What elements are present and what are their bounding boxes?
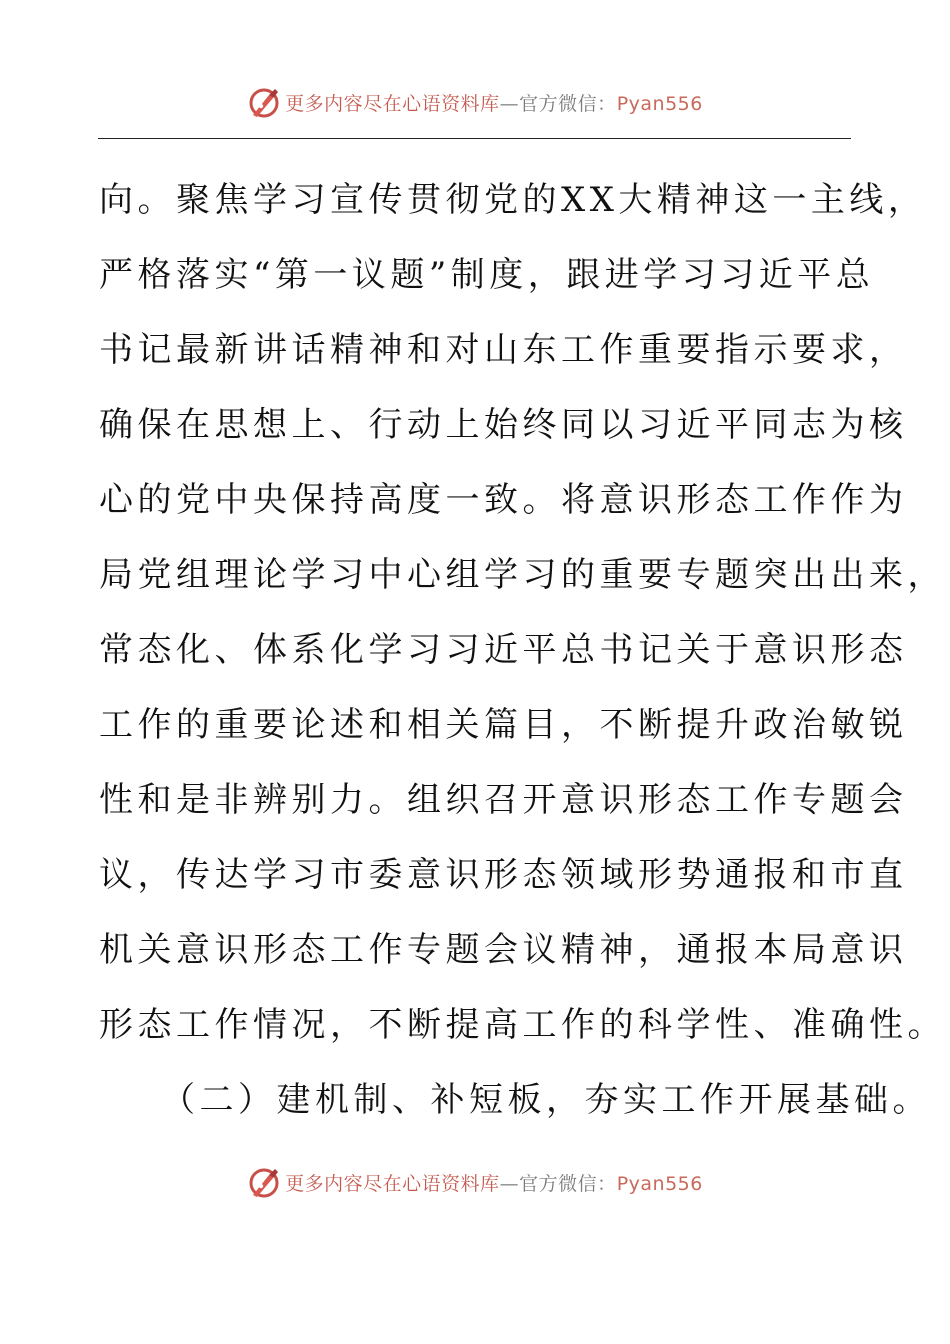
banner-separator: — (499, 1172, 520, 1195)
text-line: 工作的重要论述和相关篇目，不断提升政治敏锐 (99, 705, 908, 745)
text-line: 局党组理论学习中心组学习的重要专题突出出来， (99, 555, 946, 595)
footer-banner (0, 1162, 950, 1202)
text-line: 严格落实“第一议题”制度，跟进学习习近平总 (99, 255, 875, 295)
document-body (99, 163, 946, 1138)
header-divider (98, 138, 851, 139)
header-banner (0, 82, 950, 122)
text-line: 常态化、体系化学习习近平总书记关于意识形态 (99, 630, 908, 670)
banner-official-label: 官方微信： (519, 1172, 617, 1195)
pen-seal-logo-icon (247, 1165, 281, 1199)
text-line: 性和是非辨别力。组织召开意识形态工作专题会 (99, 780, 908, 820)
text-line: 确保在思想上、行动上始终同以习近平同志为核 (99, 405, 908, 445)
banner-text (285, 1169, 703, 1196)
banner-separator: — (499, 92, 520, 115)
banner-wechat-id: Pyan556 (616, 92, 703, 115)
pen-seal-logo-icon (247, 85, 281, 119)
text-line: 向。聚焦学习宣传贯彻党的XX大精神这一主线， (99, 180, 927, 220)
text-line: 议，传达学习市委意识形态领域形势通报和市直 (99, 855, 908, 895)
banner-brand: 更多内容尽在心语资料库 (285, 1172, 500, 1195)
text-line: 书记最新讲话精神和对山东工作重要指示要求， (99, 330, 908, 370)
banner-text (285, 89, 703, 116)
section-heading: （二）建机制、补短板，夯实工作开展基础。 (161, 1080, 931, 1120)
text-line: 机关意识形态工作专题会议精神，通报本局意识 (99, 930, 908, 970)
banner-wechat-id: Pyan556 (616, 1172, 703, 1195)
text-line: 形态工作情况，不断提高工作的科学性、准确性。 (99, 1005, 946, 1045)
banner-brand: 更多内容尽在心语资料库 (285, 92, 500, 115)
text-line: 心的党中央保持高度一致。将意识形态工作作为 (99, 480, 908, 520)
banner-official-label: 官方微信： (519, 92, 617, 115)
